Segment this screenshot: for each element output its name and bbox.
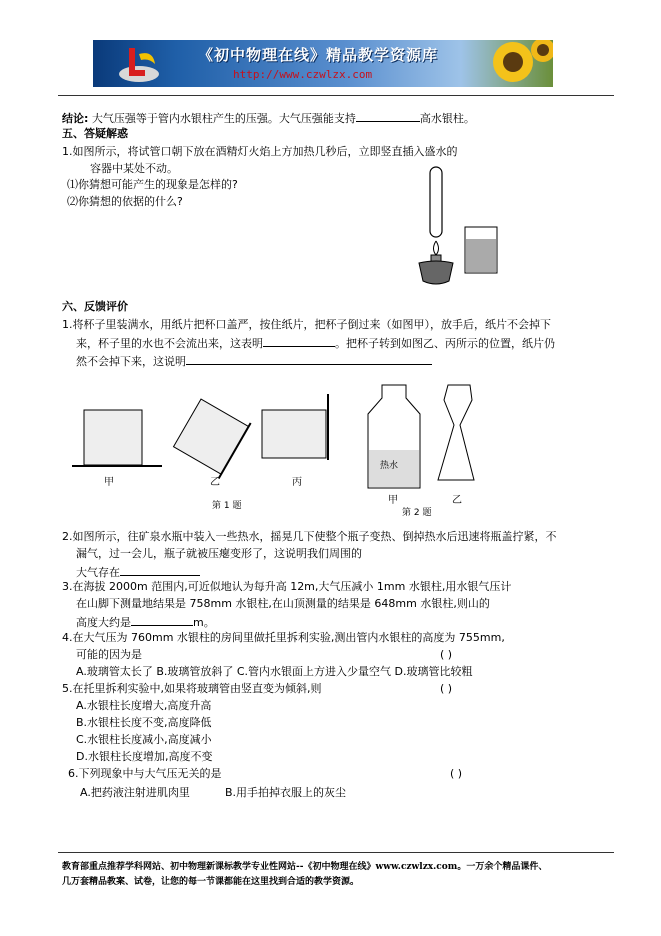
s6-q2-line3 bbox=[76, 564, 200, 580]
site-logo-icon bbox=[113, 40, 173, 87]
answer-blank[interactable] bbox=[356, 110, 420, 122]
conclusion-label: 结论: bbox=[62, 112, 89, 125]
s6-q5-line1: 5.在托里拆利实验中,如果将玻璃管由竖直变为倾斜,则 bbox=[62, 682, 322, 695]
answer-blank[interactable] bbox=[186, 353, 432, 365]
s6-q6-paren[interactable]: ( ) bbox=[450, 767, 463, 780]
sunflower-icon bbox=[473, 40, 553, 87]
s6-q3-line3b: m。 bbox=[193, 616, 215, 629]
fig-label-bing: 丙 bbox=[292, 477, 302, 488]
s6-q6-line1: 6.下列现象中与大气压无关的是 bbox=[68, 767, 222, 780]
section5-heading: 五、答疑解惑 bbox=[62, 127, 128, 140]
cups-and-bottles-figure bbox=[62, 380, 492, 520]
footer-line2: 几万套精品教案、试卷，让您的每一节课都能在这里找到合适的教学资源。 bbox=[62, 877, 360, 887]
s6-q3-line3a: 高度大约是 bbox=[76, 616, 131, 629]
s6-q5-option-d: D.水银柱长度增加,高度不变 bbox=[76, 750, 213, 763]
s6-q1-line2b: 。把杯子转到如图乙、丙所示的位置，纸片仍 bbox=[335, 337, 555, 350]
s6-q2-line1: 2.如图所示，往矿泉水瓶中装入一些热水，摇晃几下使整个瓶子变热、倒掉热水后迅速将瓶盖拧紧，不 bbox=[62, 530, 557, 543]
s6-q3-line2: 在山脚下测量地结果是 758mm 水银柱,在山顶测量的结果是 648mm 水银柱,则山的 bbox=[76, 597, 490, 610]
fig-label-yi1: 乙 bbox=[210, 477, 220, 488]
s5-q1-sub1: ⑴你猜想可能产生的现象是怎样的? bbox=[67, 178, 238, 191]
s6-q5-paren[interactable]: ( ) bbox=[440, 682, 453, 695]
header-banner bbox=[93, 40, 553, 87]
footer-line1: 教育部重点推荐学科网站、初中物理新课标教学专业性网站--《初中物理在线》www.czwlzx.com。一万余个精品课件、 bbox=[62, 862, 548, 872]
conclusion-text: 大气压强等于管内水银柱产生的压强。大气压强能支持 bbox=[91, 112, 356, 125]
s6-q2-line2: 漏气，过一会儿，瓶子就被压瘪变形了，这说明我们周围的 bbox=[76, 547, 362, 560]
s6-q6-option-b: B.用手拍掉衣服上的灰尘 bbox=[225, 786, 347, 799]
fig-label-jia2: 甲 bbox=[388, 495, 398, 506]
fig-caption-1: 第 1 题 bbox=[212, 501, 242, 511]
s6-q1-line1: 1.将杯子里装满水，用纸片把杯口盖严，按住纸片，把杯子倒过来（如图甲），放手后，纸片不会掉下 bbox=[62, 318, 551, 331]
s6-q3-line1: 3.在海拔 2000m 范围内,可近似地认为每升高 12m,大气压减小 1mm 水银柱,用水银气压计 bbox=[62, 580, 512, 593]
answer-blank[interactable] bbox=[120, 564, 200, 576]
s6-q3-line3 bbox=[76, 614, 215, 630]
header-divider bbox=[58, 95, 614, 96]
s6-q5-option-c: C.水银柱长度减小,高度减小 bbox=[76, 733, 212, 746]
s6-q1-line3 bbox=[76, 353, 432, 369]
s6-q1-line2 bbox=[76, 335, 555, 351]
s6-q4-paren[interactable]: ( ) bbox=[440, 648, 453, 661]
test-tube-figure bbox=[405, 163, 505, 298]
banner-url[interactable]: http://www.czwlzx.com bbox=[233, 68, 373, 81]
s6-q2-line3-text: 大气存在 bbox=[76, 566, 120, 579]
footer-divider bbox=[58, 852, 614, 853]
answer-blank[interactable] bbox=[131, 614, 193, 626]
fig-water-label: 热水 bbox=[380, 461, 399, 471]
s6-q6-option-a: A.把药液注射进肌肉里 bbox=[80, 786, 190, 799]
s6-q5-option-a: A.水银柱长度增大,高度升高 bbox=[76, 699, 212, 712]
answer-blank[interactable] bbox=[263, 335, 335, 347]
conclusion-text-after: 高水银柱。 bbox=[419, 112, 475, 125]
banner-title: 《初中物理在线》精品教学资源库 bbox=[198, 46, 439, 64]
s6-q4-line1: 4.在大气压为 760mm 水银柱的房间里做托里拆利实验,测出管内水银柱的高度为 755mm, bbox=[62, 631, 505, 644]
fig-label-jia1: 甲 bbox=[104, 477, 114, 488]
fig-label-yi2: 乙 bbox=[452, 495, 462, 506]
s5-q1-sub2: ⑵你猜想的依据的什么? bbox=[67, 195, 183, 208]
s6-q4-options: A.玻璃管太长了 B.玻璃管放斜了 C.管内水银面上方进入少量空气 D.玻璃管比较粗 bbox=[76, 665, 473, 678]
s5-q1-line2: 容器中某处不动。 bbox=[90, 162, 178, 175]
s6-q1-line3-text: 然不会掉下来，这说明 bbox=[76, 355, 186, 368]
fig-caption-2: 第 2 题 bbox=[402, 508, 432, 518]
s6-q5-option-b: B.水银柱长度不变,高度降低 bbox=[76, 716, 212, 729]
s6-q1-line2a: 来，杯子里的水也不会流出来，这表明 bbox=[76, 337, 263, 350]
section6-heading: 六、反馈评价 bbox=[62, 300, 128, 313]
s5-q1-line1: 1.如图所示，将试管口朝下放在酒精灯火焰上方加热几秒后，立即竖直插入盛水的 bbox=[62, 145, 458, 158]
conclusion-line bbox=[62, 110, 475, 126]
s6-q4-line2: 可能的因为是 bbox=[76, 648, 142, 661]
